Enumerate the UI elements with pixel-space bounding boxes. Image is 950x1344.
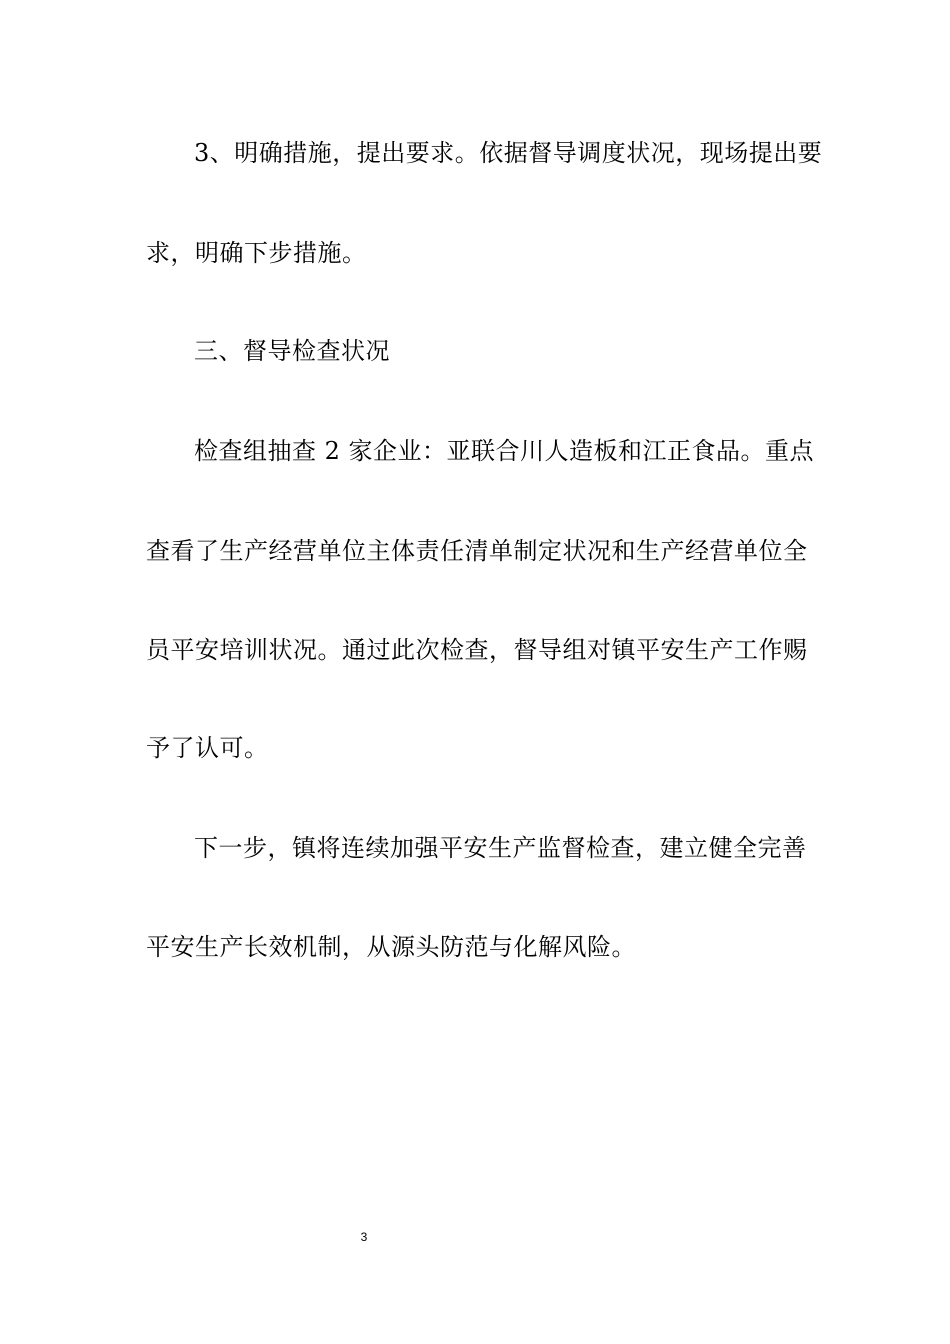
paragraph-measures-line-1: 3、明确措施，提出要求。依据督导调度状况，现场提出要 <box>194 139 823 167</box>
section-heading-inspection-status: 三、督导检查状况 <box>194 337 390 365</box>
paragraph-inspection-line-1: 检查组抽查 2 家企业：亚联合川人造板和江正食品。重点 <box>194 437 815 465</box>
paragraph-inspection-line-3: 员平安培训状况。通过此次检查，督导组对镇平安生产工作赐 <box>146 636 808 664</box>
paragraph-next-step-line-2: 平安生产长效机制，从源头防范与化解风险。 <box>146 933 636 961</box>
paragraph-inspection-line-4: 予了认可。 <box>146 734 269 762</box>
paragraph-inspection-line-2: 查看了生产经营单位主体责任清单制定状况和生产经营单位全 <box>146 537 808 565</box>
paragraph-next-step-line-1: 下一步，镇将连续加强平安生产监督检查，建立健全完善 <box>194 834 807 862</box>
page-number: 3 <box>360 1230 368 1244</box>
paragraph-measures-line-2: 求，明确下步措施。 <box>146 239 367 267</box>
